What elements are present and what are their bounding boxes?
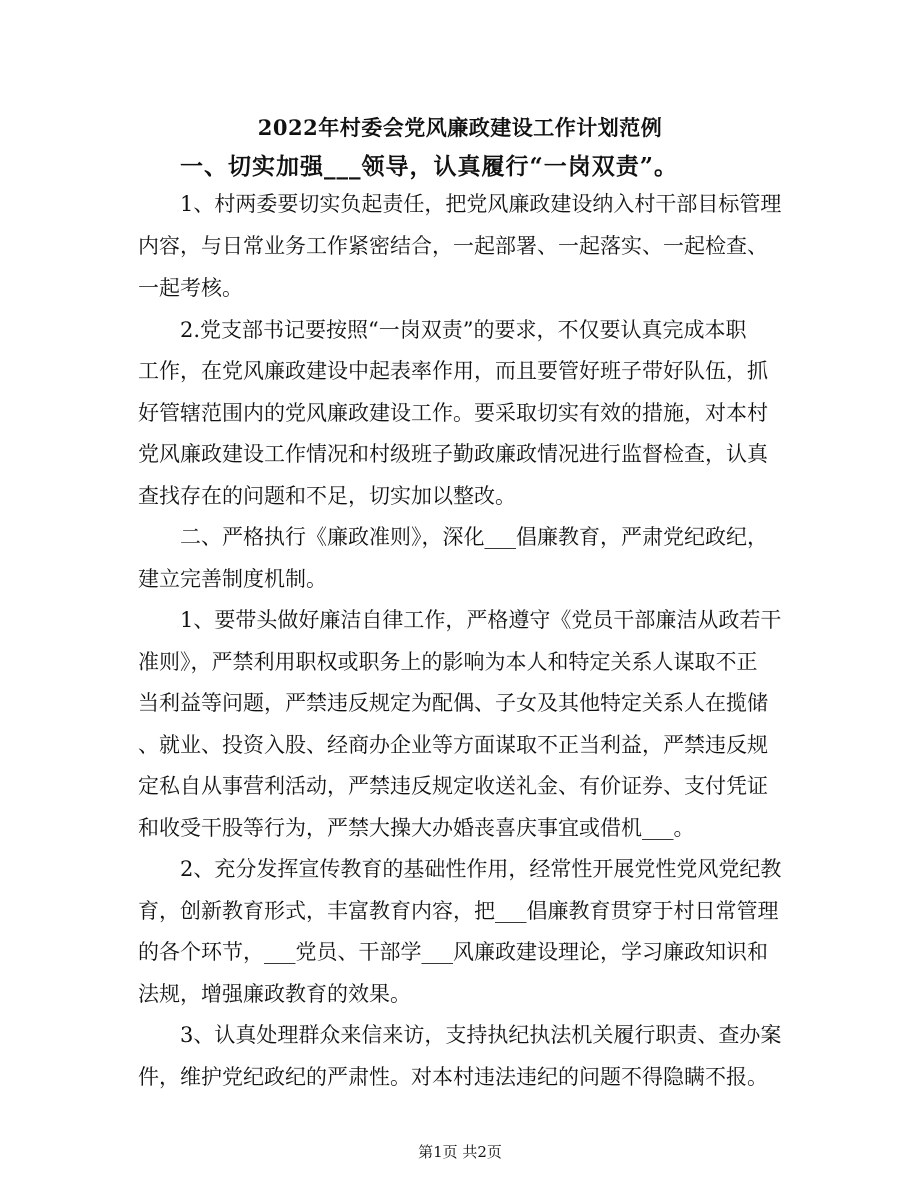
paragraph-line: 定私自从事营利活动，严禁违反规定收送礼金、有价证券、支付凭证 xyxy=(138,774,768,798)
paragraph-line: 件，维护党纪政纪的严肃性。对本村违法违纪的问题不得隐瞒不报。 xyxy=(138,1065,768,1089)
section-heading-1: 一、切实加强___领导，认真履行“一岗双责”。 xyxy=(180,153,678,180)
paragraph-line: 工作，在党风廉政建设中起表率作用，而且要管好班子带好队伍，抓 xyxy=(138,359,768,383)
paragraph-line: 一起考核。 xyxy=(138,276,243,300)
paragraph-line: 、就业、投资入股、经商办企业等方面谋取不正当利益，严禁违反规 xyxy=(138,733,768,757)
paragraph-line: 当利益等问题，严禁违反规定为配偶、子女及其他特定关系人在揽储 xyxy=(138,691,768,715)
paragraph-line: 1、村两委要切实负起责任，把党风廉政建设纳入村干部目标管理 xyxy=(180,192,782,216)
paragraph-line: 育，创新教育形式，丰富教育内容，把___倡廉教育贯穿于村日常管理 xyxy=(138,899,779,923)
document-title: 2022年村委会党风廉政建设工作计划范例 xyxy=(257,115,663,140)
paragraph-line: 和收受干股等行为，严禁大操大办婚丧喜庆事宜或借机___。 xyxy=(138,816,695,840)
paragraph-line: 2、充分发挥宣传教育的基础性作用，经常性开展党性党风党纪教 xyxy=(180,857,782,881)
paragraph-line: 准则》，严禁利用职权或职务上的影响为本人和特定关系人谋取不正 xyxy=(138,650,758,674)
paragraph-line: 党风廉政建设工作情况和村级班子勤政廉政情况进行监督检查，认真 xyxy=(138,442,768,466)
paragraph-line: 1、要带头做好廉洁自律工作，严格遵守《党员干部廉洁从政若干 xyxy=(180,608,782,632)
paragraph-line: 3、认真处理群众来信来访，支持执纪执法机关履行职责、查办案 xyxy=(180,1023,782,1047)
paragraph-line: 的各个环节，___党员、干部学___风廉政建设理论，学习廉政知识和 xyxy=(138,940,768,964)
paragraph-line: 法规，增强廉政教育的效果。 xyxy=(138,982,411,1006)
section-heading-2: 二、严格执行《廉政准则》，深化___倡廉教育，严肃党纪政纪， xyxy=(180,525,768,549)
paragraph-line: 2.党支部书记要按照“一岗双责”的要求，不仅要认真完成本职 xyxy=(180,318,747,342)
paragraph-line: 建立完善制度机制。 xyxy=(138,567,327,591)
paragraph-line: 内容，与日常业务工作紧密结合，一起部署、一起落实、一起检查、 xyxy=(138,234,768,258)
paragraph-line: 查找存在的问题和不足，切实加以整改。 xyxy=(138,484,516,508)
paragraph-line: 好管辖范围内的党风廉政建设工作。要采取切实有效的措施，对本村 xyxy=(138,401,768,425)
page-footer: 第1页 共2页 xyxy=(418,1143,502,1161)
